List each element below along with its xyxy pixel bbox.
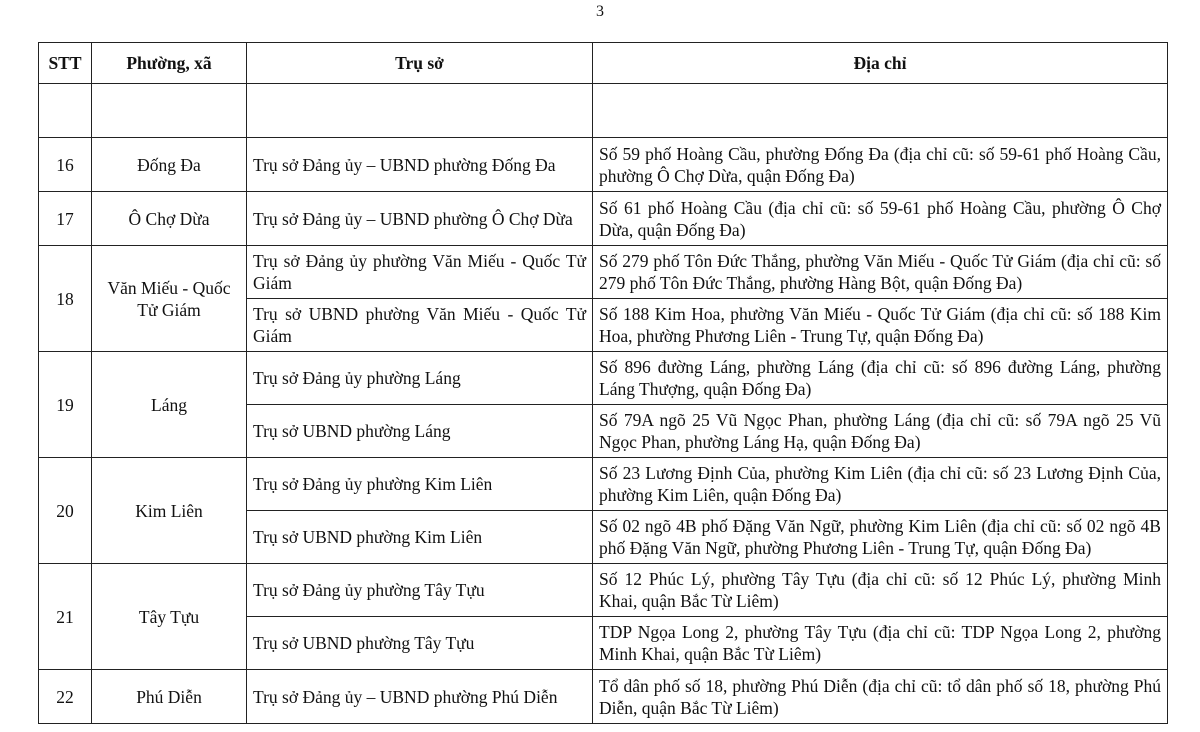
ward-cell: Tây Tựu bbox=[92, 564, 247, 670]
table-row bbox=[39, 138, 1168, 192]
table-row bbox=[39, 458, 1168, 511]
office-cell: Trụ sở Đảng ủy – UBND phường Phú Diễn bbox=[247, 670, 593, 724]
address-cell: Số 12 Phúc Lý, phường Tây Tựu (địa chỉ cũ: số 12 Phúc Lý, phường Minh Khai, quận Bắc Từ Liêm) bbox=[593, 564, 1168, 617]
office-cell: Trụ sở Đảng ủy phường Kim Liên bbox=[247, 458, 593, 511]
blank-cell bbox=[92, 84, 247, 138]
address-cell: Số 188 Kim Hoa, phường Văn Miếu - Quốc Tử Giám (địa chỉ cũ: số 188 Kim Hoa, phường Phương Liên - Trung Tự, quận Đống Đa) bbox=[593, 299, 1168, 352]
stt-cell: 19 bbox=[39, 352, 92, 458]
blank-cell bbox=[593, 84, 1168, 138]
blank-cell bbox=[247, 84, 593, 138]
ward-cell: Ô Chợ Dừa bbox=[92, 192, 247, 246]
header-stt: STT bbox=[39, 43, 92, 84]
address-cell: Số 02 ngõ 4B phố Đặng Văn Ngữ, phường Kim Liên (địa chỉ cũ: số 02 ngõ 4B phố Đặng Văn Ngữ, phường Phương Liên - Trung Tự, quận Đống Đa) bbox=[593, 511, 1168, 564]
table-row bbox=[39, 192, 1168, 246]
office-cell: Trụ sở UBND phường Văn Miếu - Quốc Tử Giám bbox=[247, 299, 593, 352]
ward-cell: Láng bbox=[92, 352, 247, 458]
table-row bbox=[39, 564, 1168, 617]
table-row bbox=[39, 670, 1168, 724]
address-cell: Tổ dân phố số 18, phường Phú Diễn (địa chỉ cũ: tổ dân phố số 18, phường Phú Diễn, quận Bắc Từ Liêm) bbox=[593, 670, 1168, 724]
address-cell: Số 23 Lương Định Của, phường Kim Liên (địa chỉ cũ: số 23 Lương Định Của, phường Kim Liên, quận Đống Đa) bbox=[593, 458, 1168, 511]
address-cell: TDP Ngọa Long 2, phường Tây Tựu (địa chỉ cũ: TDP Ngọa Long 2, phường Minh Khai, quận Bắc Từ Liêm) bbox=[593, 617, 1168, 670]
stt-cell: 21 bbox=[39, 564, 92, 670]
office-cell: Trụ sở Đảng ủy phường Láng bbox=[247, 352, 593, 405]
ward-cell: Kim Liên bbox=[92, 458, 247, 564]
office-address-table bbox=[38, 42, 1168, 724]
table-row bbox=[39, 352, 1168, 405]
office-cell: Trụ sở Đảng ủy – UBND phường Đống Đa bbox=[247, 138, 593, 192]
stt-cell: 20 bbox=[39, 458, 92, 564]
office-cell: Trụ sở Đảng ủy – UBND phường Ô Chợ Dừa bbox=[247, 192, 593, 246]
address-cell: Số 61 phố Hoàng Cầu (địa chỉ cũ: số 59-61 phố Hoàng Cầu, phường Ô Chợ Dừa, quận Đống Đa) bbox=[593, 192, 1168, 246]
office-cell: Trụ sở Đảng ủy phường Tây Tựu bbox=[247, 564, 593, 617]
office-cell: Trụ sở UBND phường Láng bbox=[247, 405, 593, 458]
stt-cell: 22 bbox=[39, 670, 92, 724]
office-cell: Trụ sở UBND phường Tây Tựu bbox=[247, 617, 593, 670]
office-cell: Trụ sở Đảng ủy phường Văn Miếu - Quốc Tử Giám bbox=[247, 246, 593, 299]
header-ward: Phường, xã bbox=[92, 43, 247, 84]
header-office: Trụ sở bbox=[247, 43, 593, 84]
page-number: 3 bbox=[596, 3, 604, 20]
stt-cell: 17 bbox=[39, 192, 92, 246]
ward-cell: Phú Diễn bbox=[92, 670, 247, 724]
address-cell: Số 896 đường Láng, phường Láng (địa chỉ cũ: số 896 đường Láng, phường Láng Thượng, quận Đống Đa) bbox=[593, 352, 1168, 405]
office-cell: Trụ sở UBND phường Kim Liên bbox=[247, 511, 593, 564]
header-address: Địa chỉ bbox=[593, 43, 1168, 84]
address-cell: Số 279 phố Tôn Đức Thắng, phường Văn Miếu - Quốc Tử Giám (địa chỉ cũ: số 279 phố Tôn Đức Thắng, phường Hàng Bột, quận Đống Đa) bbox=[593, 246, 1168, 299]
address-cell: Số 79A ngõ 25 Vũ Ngọc Phan, phường Láng (địa chỉ cũ: số 79A ngõ 25 Vũ Ngọc Phan, phường Láng Hạ, quận Đống Đa) bbox=[593, 405, 1168, 458]
table-header-row bbox=[39, 43, 1168, 84]
stt-cell: 18 bbox=[39, 246, 92, 352]
ward-cell: Đống Đa bbox=[92, 138, 247, 192]
address-cell: Số 59 phố Hoàng Cầu, phường Đống Đa (địa chỉ cũ: số 59-61 phố Hoàng Cầu, phường Ô Chợ Dừa, quận Đống Đa) bbox=[593, 138, 1168, 192]
table-row bbox=[39, 246, 1168, 299]
blank-row bbox=[39, 84, 1168, 138]
blank-cell bbox=[39, 84, 92, 138]
stt-cell: 16 bbox=[39, 138, 92, 192]
ward-cell: Văn Miếu - Quốc Tử Giám bbox=[92, 246, 247, 352]
